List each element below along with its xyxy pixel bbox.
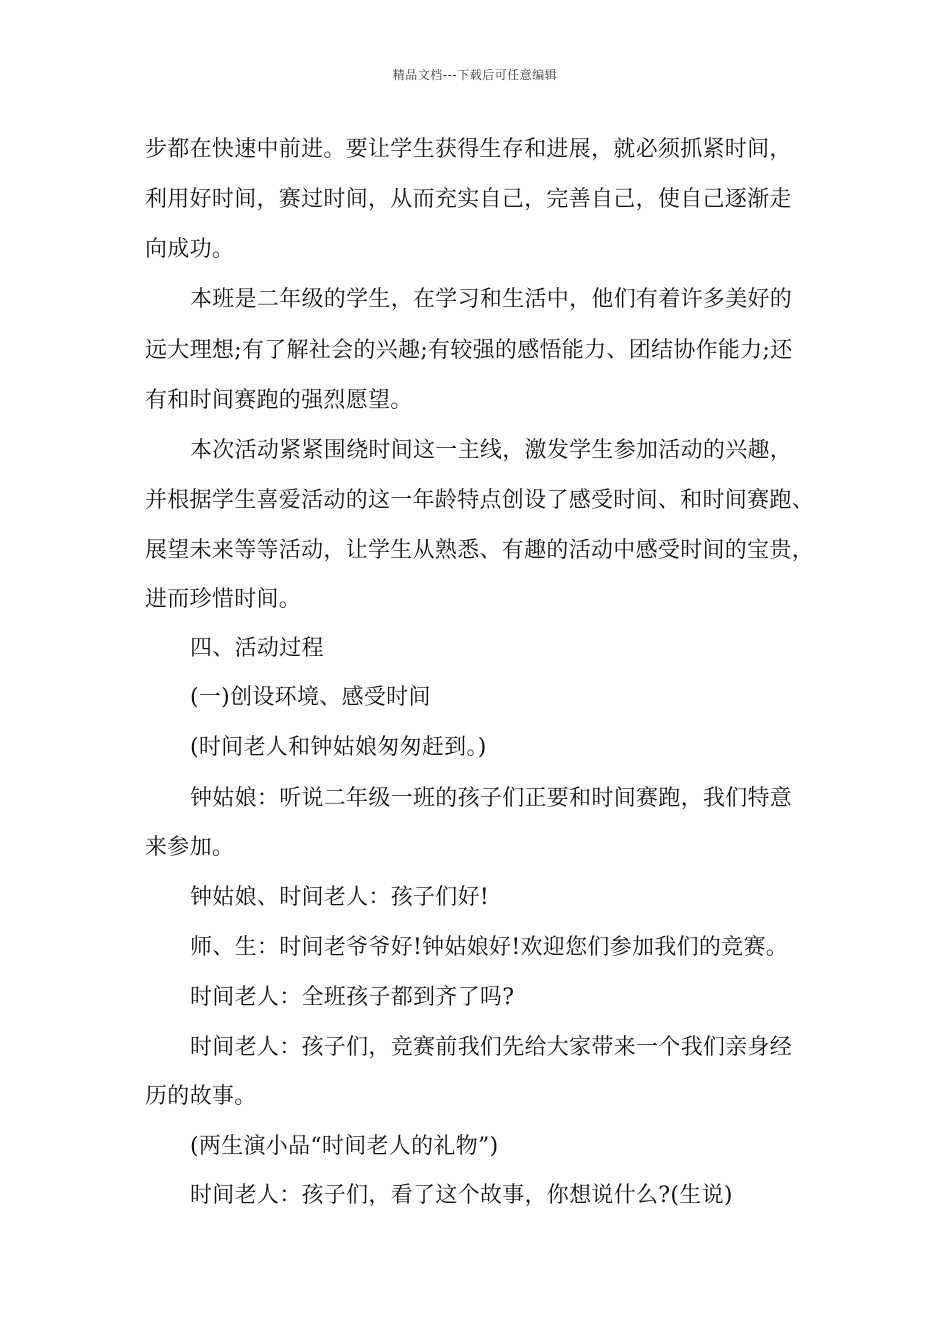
paragraph-line: 本班是二年级的学生，在学习和生活中，他们有着许多美好的 — [190, 287, 793, 312]
paragraph-line: 展望未来等等活动，让学生从熟悉、有趣的活动中感受时间的宝贵， — [145, 538, 815, 563]
dialogue-line: 时间老人：全班孩子都到齐了吗? — [190, 985, 515, 1010]
subsection-heading: (一)创设环境、感受时间 — [190, 685, 431, 710]
dialogue-line: 钟姑娘、时间老人：孩子们好! — [190, 885, 490, 910]
dialogue-line: 时间老人：孩子们，竞赛前我们先给大家带来一个我们亲身经 — [190, 1035, 793, 1060]
paragraph-line: 远大理想;有了解社会的兴趣;有较强的感悟能力、团结协作能力;还 — [145, 338, 793, 363]
paragraph-line: 并根据学生喜爱活动的这一年龄特点创设了感受时间、和时间赛跑、 — [145, 488, 815, 513]
paragraph-line: 步都在快速中前进。要让学生获得生存和进展，就必须抓紧时间， — [145, 137, 792, 162]
paragraph-line: 向成功。 — [145, 237, 235, 262]
stage-direction: (时间老人和钟姑娘匆匆赶到。) — [190, 735, 487, 760]
page-header: 精品文档---下载后可任意编辑 — [392, 68, 558, 82]
dialogue-line: 来参加。 — [145, 835, 235, 860]
dialogue-line: 钟姑娘：听说二年级一班的孩子们正要和时间赛跑，我们特意 — [190, 786, 793, 811]
dialogue-line: 师、生：时间老爷爷好!钟姑娘好!欢迎您们参加我们的竞赛。 — [190, 935, 789, 960]
section-heading: 四、活动过程 — [190, 636, 324, 661]
dialogue-line: 历的故事。 — [145, 1084, 257, 1109]
paragraph-line: 利用好时间，赛过时间，从而充实自己，完善自己，使自己逐渐走 — [145, 187, 792, 212]
paragraph-line: 有和时间赛跑的强烈愿望。 — [145, 388, 413, 413]
paragraph-line: 进而珍惜时间。 — [145, 587, 302, 612]
paragraph-line: 本次活动紧紧围绕时间这一主线，激发学生参加活动的兴趣， — [190, 438, 793, 463]
dialogue-line: 时间老人：孩子们，看了这个故事，你想说什么?(生说) — [190, 1183, 733, 1208]
stage-direction: (两生演小品“时间老人的礼物”) — [190, 1134, 499, 1159]
